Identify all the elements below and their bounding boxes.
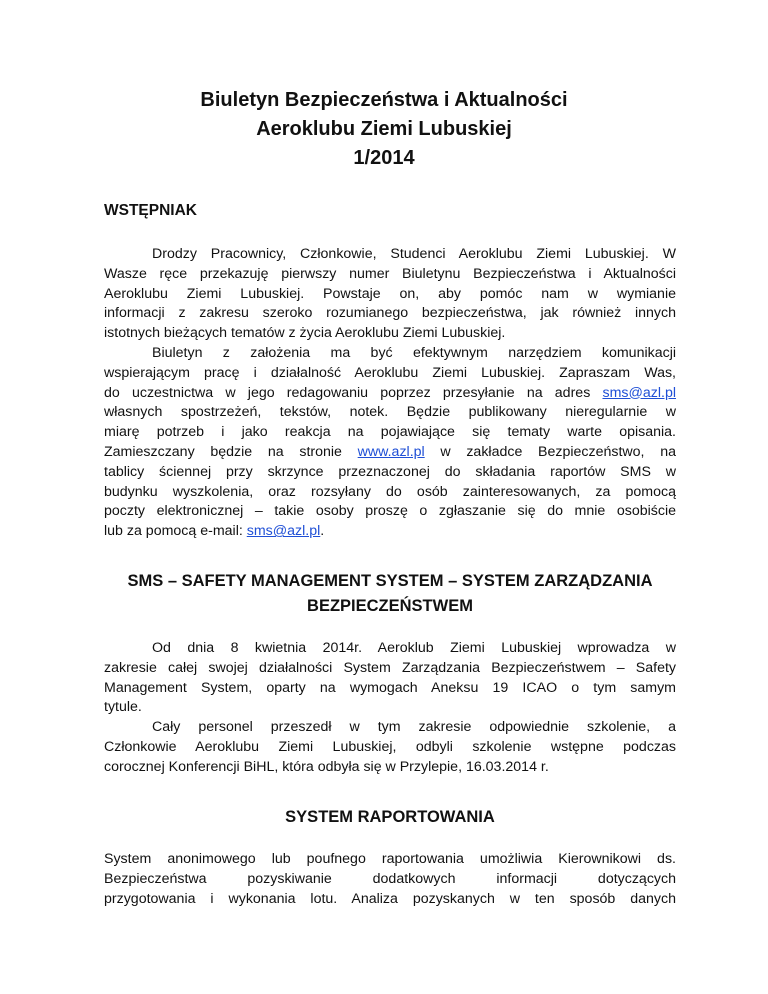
- paragraph-line: budynku wyszkolenia, oraz rozsyłany do osób zainteresowanych, za pomocą: [104, 483, 676, 500]
- paragraph-line: przygotowania i wykonania lotu. Analiza pozyskanych w ten sposób danych: [104, 890, 676, 907]
- issue-number: 1/2014: [353, 147, 415, 169]
- text-span: lub za pomocą e-mail:: [104, 523, 247, 540]
- text-span: Zamieszczany będzie na stronie: [104, 443, 358, 460]
- section-wstepniak: [104, 245, 676, 542]
- paragraph-line: zakresie całej swojej działalności System Zarządzania Bezpieczeństwem – Safety: [104, 659, 676, 676]
- paragraph-line: istotnych bieżących tematów z życia Aeroklubu Ziemi Lubuskiej.: [104, 325, 506, 342]
- paragraph-line: [104, 384, 676, 404]
- paragraph-line: Management System, oparty na wymogach Aneksu 19 ICAO o tym samym: [104, 679, 676, 696]
- heading-sms-line-2: BEZPIECZEŃSTWEM: [307, 597, 473, 615]
- heading-sms: [104, 569, 676, 619]
- paragraph-line: Członkowie Aeroklubu Ziemi Lubuskiej, odbyli szkolenie wstępne podczas: [104, 738, 676, 755]
- paragraph-line: Od dnia 8 kwietnia 2014r. Aeroklub Ziemi Lubuskiej wprowadza w: [152, 640, 676, 656]
- heading-raportowanie: SYSTEM RAPORTOWANIA: [285, 808, 495, 826]
- title-line-2: Aeroklubu Ziemi Lubuskiej: [256, 118, 512, 140]
- text-span: .: [320, 523, 325, 540]
- website-link[interactable]: www.azl.pl: [357, 443, 425, 460]
- email-link[interactable]: sms@azl.pl: [602, 384, 676, 401]
- email-link[interactable]: sms@azl.pl: [246, 523, 321, 540]
- paragraph-line: wspierającym pracę i działalność Aeroklubu Ziemi Lubuskiej. Zapraszam Was,: [104, 364, 676, 381]
- text-span: w zakładce Bezpieczeństwo, na: [424, 443, 676, 460]
- paragraph-line: System anonimowego lub poufnego raportowania umożliwia Kierownikowi ds.: [104, 851, 676, 867]
- title-line-1: Biuletyn Bezpieczeństwa i Aktualności: [200, 89, 568, 111]
- paragraph-line: poczty elektronicznej – takie osoby proszę o zgłaszanie się do mnie osobiście: [104, 503, 676, 520]
- paragraph-line: Drodzy Pracownicy, Członkowie, Studenci Aeroklubu Ziemi Lubuskiej. W: [152, 246, 676, 262]
- paragraph-line: tablicy ściennej przy skrzynce przeznaczonej do składania raportów SMS w: [104, 463, 676, 480]
- paragraph-line: Cały personel przeszedł w tym zakresie odpowiednie szkolenie, a: [152, 719, 676, 736]
- text-span: do uczestnictwa w jego redagowaniu poprzez przesyłanie na adres: [104, 384, 603, 401]
- paragraph-line: [104, 443, 676, 463]
- paragraph-line: tytule.: [104, 699, 142, 716]
- section-raportowanie: [104, 850, 676, 909]
- paragraph-line: Bezpieczeństwa pozyskiwanie dodatkowych informacji dotyczących: [104, 870, 676, 887]
- paragraph-line: Wasze ręce przekazuję pierwszy numer Biuletynu Bezpieczeństwa i Aktualności: [104, 265, 676, 282]
- heading-sms-line-1: SMS – SAFETY MANAGEMENT SYSTEM – SYSTEM ZARZĄDZANIA: [127, 572, 653, 590]
- paragraph-line: Aeroklubu Ziemi Lubuskiej. Powstaje on, aby pomóc nam w wymianie: [104, 285, 676, 302]
- paragraph-line: miarę potrzeb i jako reakcja na pojawiające się tematy warte opisania.: [104, 424, 676, 441]
- paragraph-line: corocznej Konferencji BiHL, która odbyła się w Przylepie, 16.03.2014 r.: [104, 758, 549, 775]
- paragraph-line: Biuletyn z założenia ma być efektywnym narzędziem komunikacji: [152, 344, 676, 361]
- paragraph-line: informacji z zakresu szeroko rozumianego bezpieczeństwa, jak również innych: [104, 305, 676, 322]
- section-sms: [104, 639, 676, 778]
- paragraph-line: własnych spostrzeżeń, tekstów, notek. Będzie publikowany nieregularnie w: [104, 404, 676, 421]
- bulletin-title: [0, 86, 768, 173]
- paragraph-line: [104, 522, 676, 542]
- heading-wstepniak: WSTĘPNIAK: [104, 202, 197, 219]
